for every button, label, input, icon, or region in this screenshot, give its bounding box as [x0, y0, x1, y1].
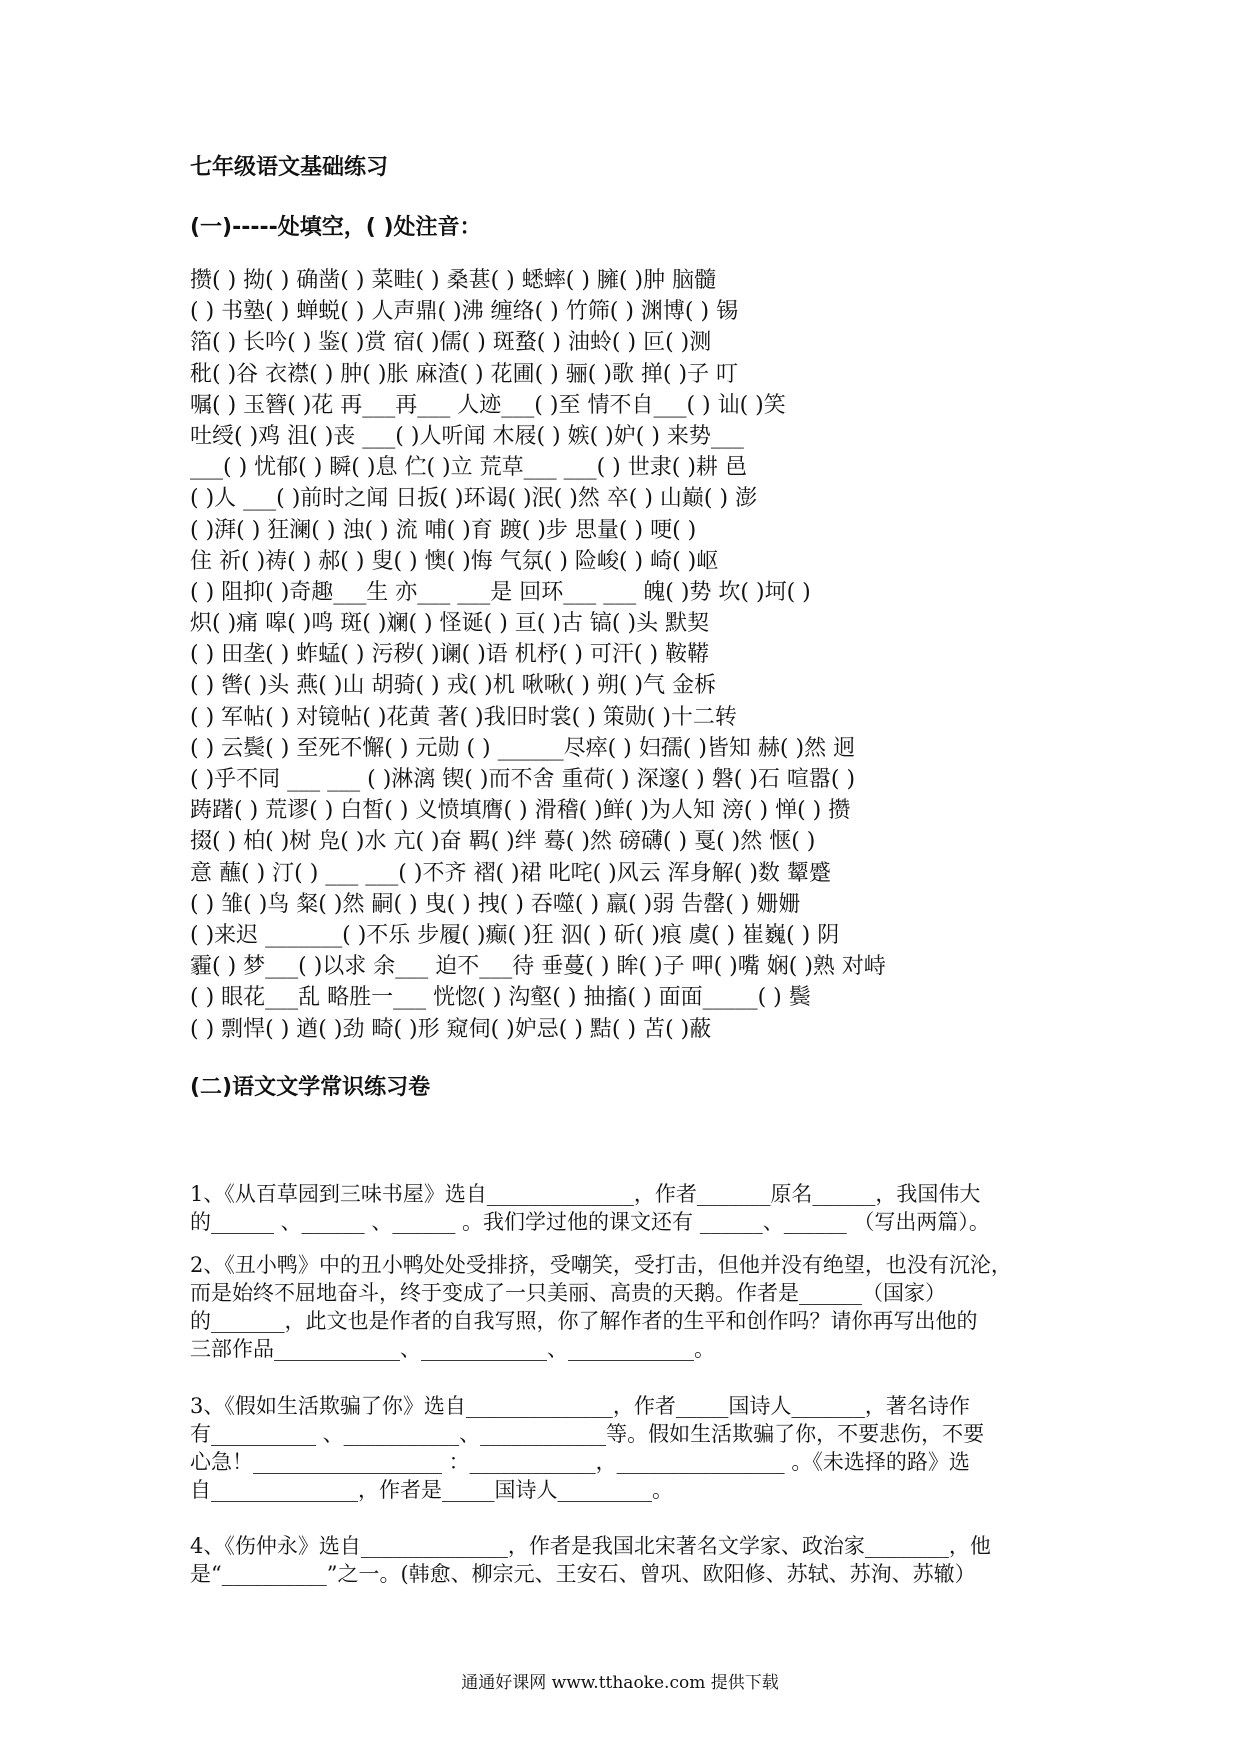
question-2	[190, 1251, 1060, 1363]
vocab-line: ( ) 辔( )头 燕( )山 胡骑( ) 戎( )机 啾啾( ) 朔( )气 金柝	[190, 673, 717, 699]
vocab-line: 炽( )痛 嗥( )鸣 斑( )斓( ) 怪诞( ) 亘( )古 镐( )头 默契	[190, 611, 710, 637]
question-4	[190, 1532, 1060, 1588]
question-line: 是“__________”之一。(韩愈、柳宗元、王安石、曾巩、欧阳修、苏轼、苏洵、苏辙）	[190, 1562, 976, 1586]
question-line: 2、《丑小鸭》中的丑小鸭处处受排挤，受嘲笑，受打击，但他并没有绝望，也没有沉沦，	[190, 1253, 1012, 1277]
question-line: 的_______，此文也是作者的自我写照，你了解作者的生平和创作吗？请你再写出他的	[190, 1309, 978, 1333]
vocab-line: 吐绶( )鸡 沮( )丧 ___( )人听闻 木屐( ) 嫉( )妒( ) 来势___	[190, 423, 744, 449]
vocab-line: ( ) 云鬓( ) 至死不懈( ) 元勋 ( ) ______尽瘁( ) 妇孺( )皆知 赫( )然 迥	[190, 735, 856, 761]
vocab-line: 嘱( ) 玉簪( )花 再___再___ 人迹___( )至 情不自___( ) 讪( )笑	[190, 392, 786, 418]
vocab-line: ( )湃( ) 狂澜( ) 浊( ) 流 哺( )育 踱( )步 思量( ) 哽( )	[190, 517, 697, 543]
vocab-block	[190, 265, 1060, 1045]
vocab-line: ( )来迟 _______( )不乐 步履( )癫( )狂 泅( ) 斫( )痕 虞( ) 崔巍( ) 阴	[190, 922, 840, 948]
question-line: 的______ 、______ 、______ 。我们学过他的课文还有 ______、______ （写出两篇）。	[190, 1210, 990, 1234]
question-line: 1、《从百草园到三味书屋》选自______________，作者_______原名______，我国伟大	[190, 1182, 981, 1206]
question-line: 而是始终不屈地奋斗，终于变成了一只美丽、高贵的天鹅。作者是______（国家）	[190, 1281, 946, 1305]
question-line: 自______________，作者是_____国诗人_________。	[190, 1478, 673, 1502]
question-line: 三部作品____________、____________、____________。	[190, 1337, 715, 1361]
page-title: 七年级语文基础练习	[190, 155, 389, 180]
vocab-line: 住 祈( )祷( ) 郝( ) 叟( ) 懊( )悔 气氛( ) 险峻( ) 崎( )岖	[190, 548, 719, 574]
vocab-line: ( ) 阻抑( )奇趣___生 亦___ ___是 回环___ ___ 魄( )势 坎( )坷( )	[190, 579, 811, 605]
vocab-line: ( ) 眼花___乱 略胜一___ 恍惚( ) 沟壑( ) 抽搐( ) 面面_____( ) 鬓	[190, 985, 811, 1011]
vocab-line: ( ) 书塾( ) 蝉蜕( ) 人声鼎( )沸 缠络( ) 竹筛( ) 渊博( ) 锡	[190, 299, 739, 325]
question-line: 4、《伤仲永》选自______________，作者是我国北宋著名文学家、政治家________，他	[190, 1534, 991, 1558]
question-line: 心急！__________________ ：____________，________________ 。《未选择的路》选	[190, 1450, 970, 1474]
vocab-line: 踌躇( ) 荒谬( ) 白皙( ) 义愤填膺( ) 滑稽( )鲜( )为人知 滂( ) 惮( ) 攒	[190, 798, 851, 824]
vocab-line: 攒( ) 拗( ) 确凿( ) 菜畦( ) 桑葚( ) 蟋蟀( ) 臃( )肿 脑髓	[190, 268, 717, 293]
question-line: 有__________ 、___________、____________等。假如生活欺骗了你，不要悲伤，不要	[190, 1422, 985, 1446]
vocab-line: ( ) 剽悍( ) 遒( )劲 畸( )形 窥伺( )妒忌( ) 黠( ) 苫( )蔽	[190, 1016, 712, 1042]
question-line: 3、《假如生活欺骗了你》选自______________，作者_____国诗人_______，著名诗作	[190, 1394, 970, 1418]
question-3	[190, 1392, 1060, 1504]
vocab-line: ( ) 军帖( ) 对镜帖( )花黄 著( )我旧时裳( ) 策勋( )十二转	[190, 704, 737, 730]
vocab-line: 掇( ) 柏( )树 凫( )水 亢( )奋 羁( )绊 蓦( )然 磅礴( ) 戛( )然 惬( )	[190, 829, 816, 855]
question-1	[190, 1180, 1060, 1236]
vocab-line: ( ) 田垄( ) 蚱蜢( ) 污秽( )谰( )语 机杼( ) 可汗( ) 鞍鞯	[190, 642, 710, 668]
footer-credit: 通通好课网 www.tthaoke.com 提供下载	[461, 1673, 779, 1693]
vocab-line: 霾( ) 梦___( )以求 余___ 迫不___待 垂蔓( ) 眸( )子 呷( )嘴 娴( )熟 对峙	[190, 954, 886, 980]
vocab-line: ___( ) 忧郁( ) 瞬( )息 伫( )立 荒草___ ___( ) 世隶( )耕 邑	[190, 455, 747, 481]
section2-heading: (二)语文文学常识练习卷	[190, 1075, 431, 1100]
vocab-line: ( )乎不同 ___ ___ ( )淋漓 锲( )而不舍 重荷( ) 深邃( ) 磐( )石 喧嚣( )	[190, 767, 856, 792]
vocab-line: ( ) 雏( )鸟 粲( )然 嗣( ) 曳( ) 拽( ) 吞噬( ) 羸( )弱 告罄( ) 姗姗	[190, 891, 801, 917]
vocab-line: 箔( ) 长吟( ) 鉴( )赏 宿( )儒( ) 斑蝥( ) 油蛉( ) 叵( )测	[190, 330, 712, 356]
vocab-line: ( )人 ___( )前时之闻 日扳( )环谒( )泯( )然 卒( ) 山巅( ) 澎	[190, 486, 758, 512]
vocab-line: 秕( )谷 衣襟( ) 肿( )胀 麻渣( ) 花圃( ) 骊( )歌 掸( )子 叮	[190, 361, 739, 387]
section1-heading: (一)-----处填空，( )处注音：	[190, 215, 482, 240]
vocab-line: 意 蘸( ) 汀( ) ___ ___( )不齐 褶( )裙 叱咤( )风云 浑身解( )数 颦蹙	[190, 860, 831, 886]
